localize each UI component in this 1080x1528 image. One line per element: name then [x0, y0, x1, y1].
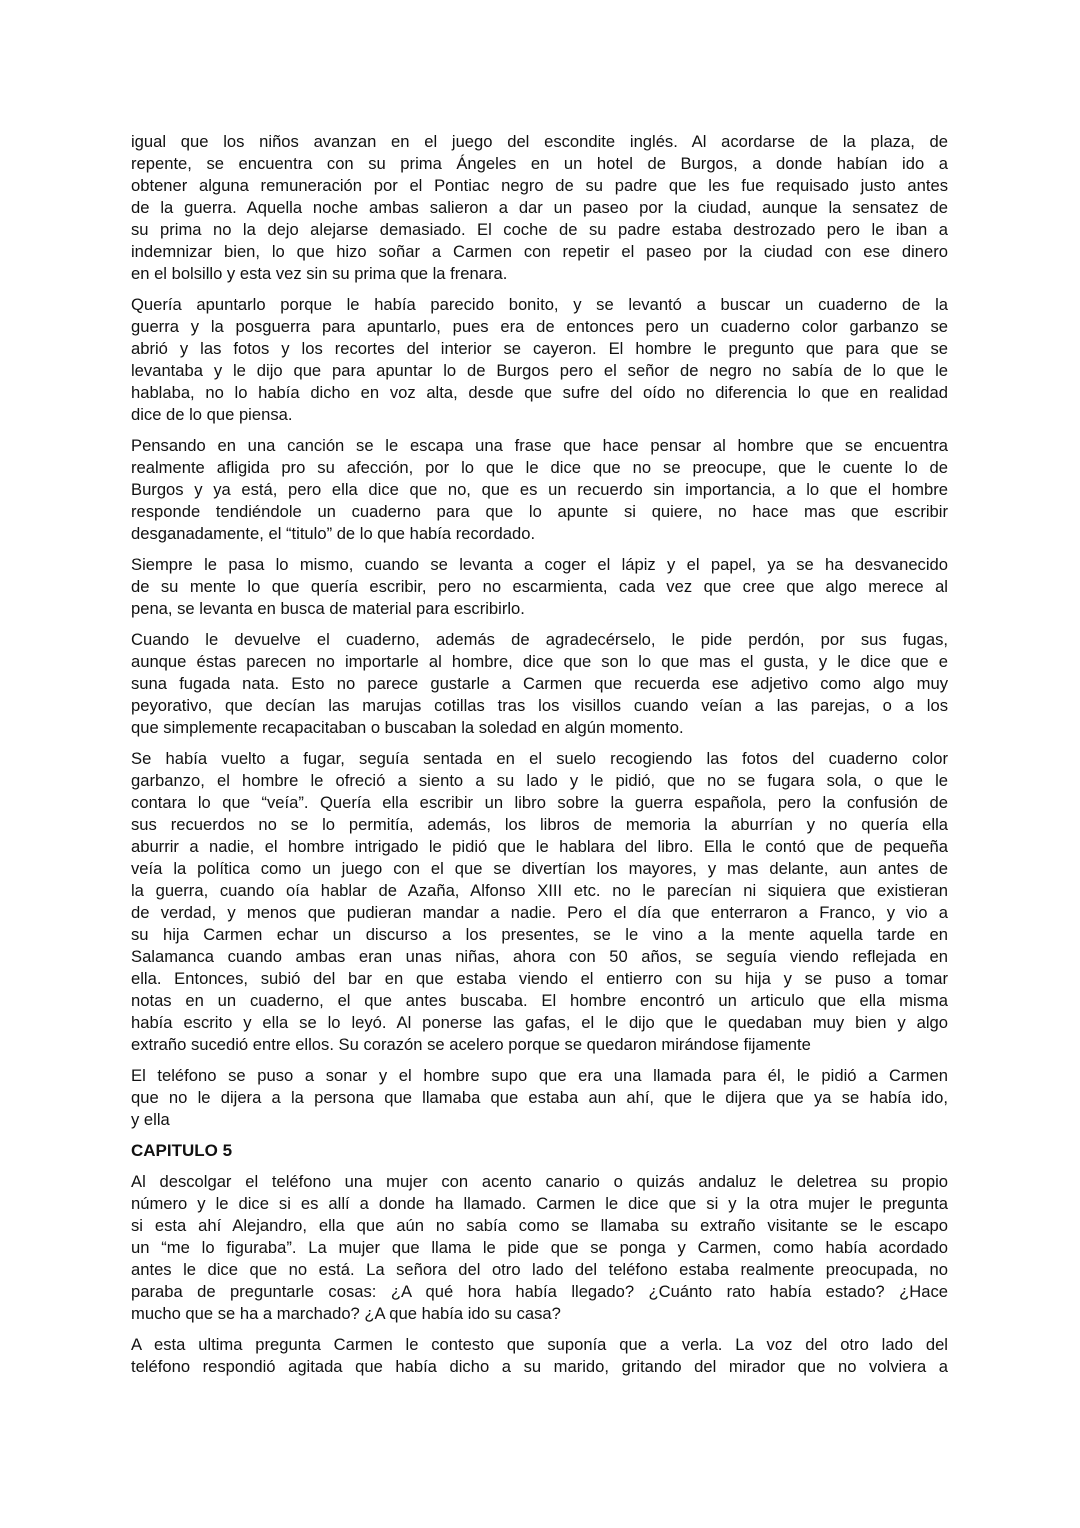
text-line: que no le dijera a la persona que llamaba que estaba aun ahí, que le dijera que ya se había ido, [131, 1088, 948, 1107]
text-line: su prima no la dejo alejarse demasiado. El coche de su padre estaba destrozado pero le iban a [131, 220, 948, 239]
text-line: Pensando en una canción se le escapa una frase que hace pensar al hombre que se encuentra [131, 436, 948, 455]
text-line: de su mente lo que quería escribir, pero no escarmienta, cada vez que cree que algo merece al [131, 577, 948, 596]
text-line: Salamanca cuando ambas eran unas niñas, ahora con 50 años, se seguía viendo reflejada en [131, 947, 948, 966]
text-line: Burgos y ya está, pero ella dice que no, que es un recuerdo sin importancia, a lo que el hombre [131, 480, 948, 499]
text-line: realmente afligida pro su afección, por lo que le dice que no se preocupe, que le cuente lo de [131, 458, 948, 477]
text-line: repente, se encuentra con su prima Ángeles en un hotel de Burgos, a donde habían ido a [131, 154, 948, 173]
text-line: paraba de preguntarle cosas: ¿A qué hora había llegado? ¿Cuánto rato había estado? ¿Hace [131, 1282, 948, 1301]
text-line: de verdad, y menos que pudieran mandar a nadie. Pero el día que enterraron a Franco, y vio a [131, 903, 948, 922]
paragraph [131, 1065, 948, 1131]
text-line: había escrito y ella se lo leyó. Al ponerse las gafas, el le dijo que le quedaban muy bien y algo [131, 1013, 948, 1032]
text-line: número y le dice si es allí a donde ha llamado. Carmen le dice que si y la otra mujer le pregunta [131, 1194, 948, 1213]
text-line: un “me lo figuraba”. La mujer que llama le pide que se ponga y Carmen, como había acordado [131, 1238, 948, 1257]
text-line: guerra y la posguerra para apuntarlo, pues era de entonces pero un cuaderno color garbanzo se [131, 317, 948, 336]
text-line: antes le dice que no está. La señora del otro lado del teléfono estaba realmente preocupada, no [131, 1260, 948, 1279]
text-line: extraño sucedió entre ellos. Su corazón se acelero porque se quedaron mirándose fijamente [131, 1035, 811, 1054]
paragraph [131, 1334, 948, 1378]
text-line: suna fugada nata. Esto no parece gustarle a Carmen que recuerda ese adjetivo como algo muy [131, 674, 948, 693]
text-line: y ella [131, 1110, 170, 1129]
text-line: Siempre le pasa lo mismo, cuando se levanta a coger el lápiz y el papel, ya se ha desvanecido [131, 555, 948, 574]
document-page [131, 131, 948, 1387]
paragraph [131, 554, 948, 620]
text-line: abrió y las fotos y los recortes del interior se cayeron. El hombre le pregunto que para que se [131, 339, 948, 358]
text-line: pena, se levanta en busca de material para escribirlo. [131, 599, 525, 618]
text-line: que simplemente recapacitaban o buscaban la soledad en algún momento. [131, 718, 684, 737]
text-line: Se había vuelto a fugar, seguía sentada en el suelo recogiendo las fotos del cuaderno color [131, 749, 948, 768]
text-line: en el bolsillo y esta vez sin su prima que la frenara. [131, 264, 508, 283]
paragraph [131, 1171, 948, 1325]
text-line: notas en un cuaderno, el que antes buscaba. El hombre encontró un articulo que ella misma [131, 991, 948, 1010]
text-line: veía la política como un juego con el que se divertían los mayores, y mas delante, aun antes de [131, 859, 948, 878]
text-line: Cuando le devuelve el cuaderno, además de agradecérselo, le pide perdón, por sus fugas, [131, 630, 948, 649]
paragraph [131, 294, 948, 426]
text-line: responde tendiéndole un cuaderno para que lo apunte si quiere, no hace mas que escribir [131, 502, 948, 521]
text-line: levantaba y le dijo que para apuntar lo de Burgos pero el señor de negro no sabía de lo que le [131, 361, 948, 380]
text-line: garbanzo, el hombre le ofreció a siento a su lado y le pidió, que no se fugara sola, o que le [131, 771, 948, 790]
text-line: indemnizar bien, lo que hizo soñar a Carmen con repetir el paseo por la ciudad con ese dinero [131, 242, 948, 261]
text-line: contara lo que “veía”. Quería ella escribir un libro sobre la guerra española, pero la confusión de [131, 793, 948, 812]
chapter-heading: CAPITULO 5 [131, 1141, 233, 1160]
text-line: obtener alguna remuneración por el Pontiac negro de su padre que les fue requisado justo antes [131, 176, 948, 195]
paragraph [131, 748, 948, 1056]
text-line: si esta ahí Alejandro, ella que aún no sabía como se llamaba su extraño visitante se le escapo [131, 1216, 948, 1235]
text-line: ella. Entonces, subió del bar en que estaba viendo el entierro con su hija y se puso a tomar [131, 969, 948, 988]
paragraph [131, 131, 948, 285]
paragraph [131, 435, 948, 545]
text-line: aunque éstas parecen no importarle al hombre, dice que son lo que mas el gusta, y le dice que e [131, 652, 948, 671]
paragraph [131, 629, 948, 739]
text-line: la guerra, cuando oía hablar de Azaña, Alfonso XIII etc. no le parecían ni siquiera que existieran [131, 881, 948, 900]
text-line: hablaba, no lo había dicho en voz alta, desde que sufre del oído no diferencia lo que en realidad [131, 383, 948, 402]
text-line: desganadamente, el “titulo” de lo que había recordado. [131, 524, 536, 543]
text-line: de la guerra. Aquella noche ambas salieron a dar un paseo por la ciudad, aunque la sensatez de [131, 198, 948, 217]
text-line: dice de lo que piensa. [131, 405, 293, 424]
text-line: igual que los niños avanzan en el juego del escondite inglés. Al acordarse de la plaza, de [131, 132, 948, 151]
text-line: teléfono respondió agitada que había dicho a su marido, gritando del mirador que no volviera a [131, 1357, 948, 1376]
text-line: Al descolgar el teléfono una mujer con acento canario o quizás andaluz le deletrea su propio [131, 1172, 948, 1191]
text-line: peyorativo, que decían las marujas cotillas tras los visillos cuando veían a las parejas, o a los [131, 696, 948, 715]
text-line: A esta ultima pregunta Carmen le contesto que suponía que a verla. La voz del otro lado del [131, 1335, 948, 1354]
text-line: mucho que se ha a marchado? ¿A que había ido su casa? [131, 1304, 561, 1323]
text-line: Quería apuntarlo porque le había parecido bonito, y se levantó a buscar un cuaderno de la [131, 295, 948, 314]
text-line: su hija Carmen echar un discurso a los presentes, se le vino a la mente aquella tarde en [131, 925, 948, 944]
text-line: El teléfono se puso a sonar y el hombre supo que era una llamada para él, le pidió a Carmen [131, 1066, 948, 1085]
text-line: sus recuerdos no se lo permitía, además, los libros de memoria la aburrían y no quería ella [131, 815, 948, 834]
text-line: aburrir a nadie, el hombre intrigado le pidió que le hablara del libro. Ella le contó que de pequeña [131, 837, 948, 856]
